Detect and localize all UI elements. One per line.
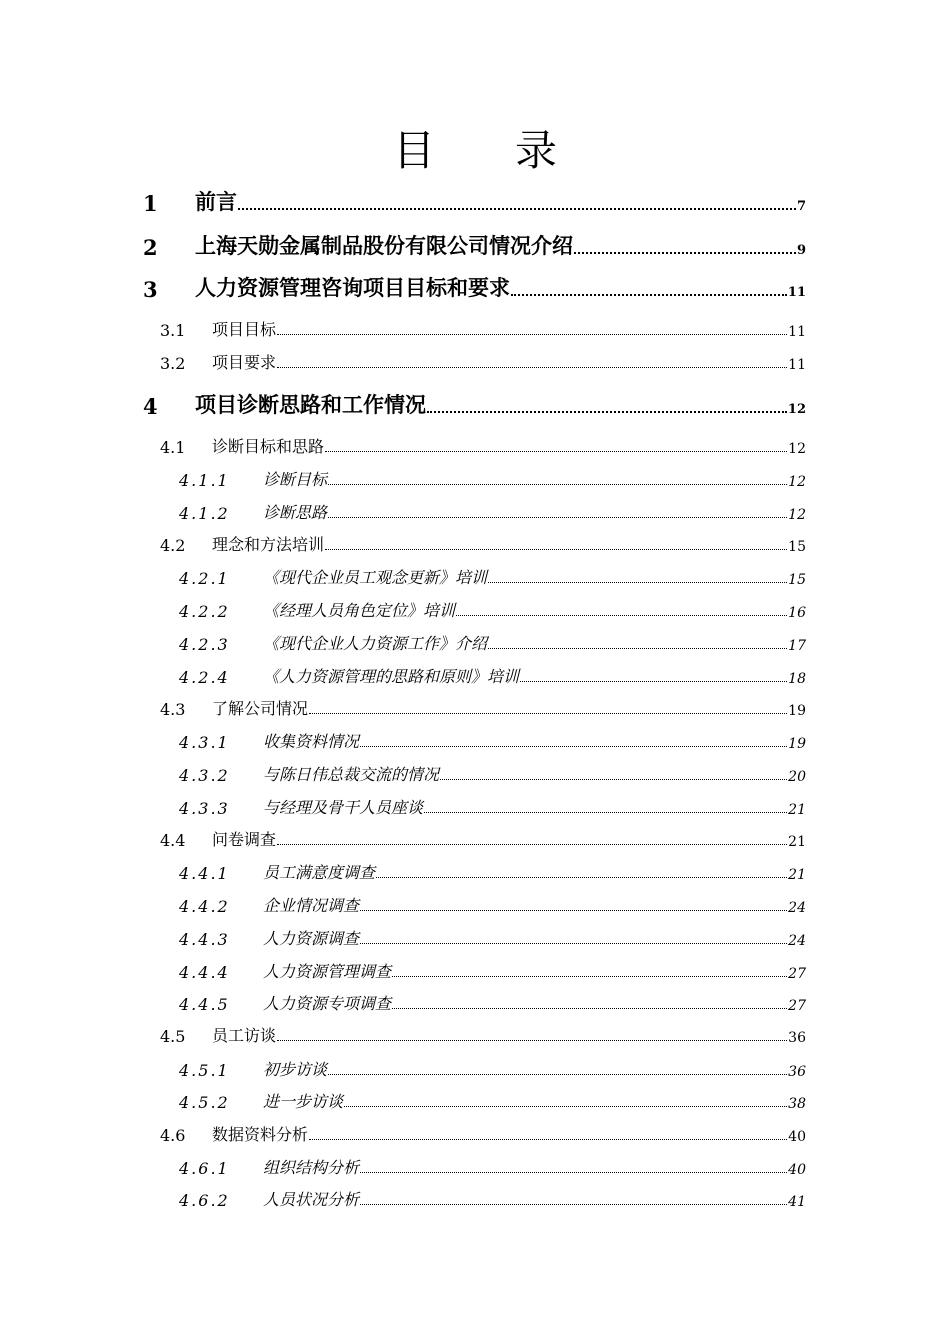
toc-number: 1 (143, 191, 158, 216)
toc-entry[interactable] (179, 926, 806, 949)
toc-page: 18 (788, 671, 806, 687)
toc-leader (520, 680, 787, 682)
toc-leader (360, 1203, 787, 1205)
toc-entry[interactable] (160, 827, 806, 850)
toc-label: 项目诊断思路和工作情况 (195, 392, 426, 417)
toc-page: 27 (788, 966, 806, 982)
toc-label: 收集资料情况 (263, 732, 360, 751)
toc-label: 《现代企业员工观念更新》培训 (263, 568, 488, 587)
toc-number: 3.2 (160, 354, 186, 373)
toc-page: 21 (788, 867, 806, 883)
toc-leader (277, 333, 787, 335)
toc-leader (392, 1007, 787, 1009)
toc-leader (574, 251, 796, 254)
toc-entry[interactable] (143, 230, 806, 260)
toc-page: 12 (788, 507, 806, 523)
toc-entry[interactable] (143, 186, 806, 216)
toc-label: 与陈日伟总裁交流的情况 (263, 765, 440, 784)
toc-number: 4.3.1 (179, 733, 230, 752)
toc-entry[interactable] (143, 272, 806, 302)
toc-leader (424, 811, 787, 813)
toc-label: 诊断思路 (263, 503, 328, 522)
toc-leader (376, 876, 787, 878)
toc-entry[interactable] (143, 389, 806, 419)
toc-entry[interactable] (179, 795, 806, 818)
title-char-2: 录 (515, 126, 558, 175)
toc-leader (328, 516, 787, 518)
toc-entry[interactable] (160, 434, 806, 457)
toc-leader (360, 909, 787, 911)
toc-page: 24 (788, 933, 806, 949)
toc-number: 4.2 (160, 536, 186, 555)
toc-number: 4.3.2 (179, 766, 230, 785)
toc-entry[interactable] (179, 500, 806, 523)
toc-number: 4.6.1 (179, 1159, 230, 1178)
toc-page: 11 (788, 324, 806, 340)
toc-leader (360, 745, 787, 747)
toc-page: 9 (796, 243, 806, 258)
toc-label: 数据资料分析 (212, 1125, 309, 1144)
toc-entry[interactable] (160, 1122, 806, 1145)
toc-leader (360, 1171, 787, 1173)
toc-page: 27 (788, 998, 806, 1014)
toc-number: 4.1.1 (179, 471, 230, 490)
toc-number: 4.6 (160, 1126, 186, 1145)
toc-number: 4.4.3 (179, 930, 230, 949)
toc-leader (360, 942, 787, 944)
toc-label: 理念和方法培训 (212, 535, 325, 554)
toc-entry[interactable] (179, 959, 806, 982)
toc-number: 4.5.2 (179, 1093, 230, 1112)
toc-leader (488, 581, 787, 583)
toc-page: 19 (788, 736, 806, 752)
toc-entry[interactable] (179, 729, 806, 752)
toc-label: 诊断目标 (263, 470, 328, 489)
toc-number: 2 (143, 235, 158, 260)
toc-number: 4.2.2 (179, 602, 230, 621)
toc-label: 进一步访谈 (263, 1092, 344, 1111)
toc-page: 15 (788, 539, 806, 555)
toc-number: 4 (143, 394, 158, 419)
toc-number: 4.2.3 (179, 635, 230, 654)
toc-number: 4.4.5 (179, 995, 230, 1014)
toc-label: 《经理人员角色定位》培训 (263, 601, 456, 620)
toc-page: 20 (788, 769, 806, 785)
toc-label: 初步访谈 (263, 1060, 328, 1079)
page-title (0, 118, 950, 178)
toc-entry[interactable] (160, 532, 806, 555)
toc-entry[interactable] (179, 1155, 806, 1178)
toc-label: 企业情况调查 (263, 896, 360, 915)
toc-number: 4.3 (160, 700, 186, 719)
toc-number: 4.1 (160, 438, 186, 457)
toc-leader (456, 614, 787, 616)
toc-page: 40 (788, 1129, 806, 1145)
toc-leader (277, 1039, 787, 1041)
toc-leader (488, 647, 787, 649)
toc-label: 上海天勋金属制品股份有限公司情况介绍 (195, 233, 573, 258)
toc-entry[interactable] (179, 1089, 806, 1112)
toc-entry[interactable] (160, 696, 806, 719)
toc-label: 人员状况分析 (263, 1190, 360, 1209)
toc-number: 4.4 (160, 831, 186, 850)
toc-number: 4.5 (160, 1027, 186, 1046)
toc-entry[interactable] (179, 893, 806, 916)
title-char-1: 目 (392, 126, 435, 175)
toc-page: 15 (788, 572, 806, 588)
toc-page: 19 (788, 703, 806, 719)
toc-label: 项目要求 (212, 353, 277, 372)
toc-label: 员工满意度调查 (263, 863, 376, 882)
toc-page: 12 (788, 441, 806, 457)
toc-leader (238, 207, 796, 210)
toc-label: 组织结构分析 (263, 1158, 360, 1177)
toc-entry[interactable] (179, 467, 806, 490)
toc-leader (309, 712, 787, 714)
toc-entry[interactable] (160, 1023, 806, 1046)
toc-leader (328, 1073, 787, 1075)
toc-number: 4.6.2 (179, 1191, 230, 1210)
toc-leader (440, 778, 787, 780)
toc-leader (344, 1105, 787, 1107)
toc-number: 4.2.1 (179, 569, 230, 588)
toc-label: 员工访谈 (212, 1026, 277, 1045)
toc-page: 11 (787, 285, 806, 300)
toc-entry[interactable] (179, 565, 806, 588)
toc-leader (511, 293, 787, 296)
toc-leader (277, 843, 787, 845)
toc-number: 4.1.2 (179, 504, 230, 523)
toc-entry[interactable] (179, 860, 806, 883)
toc-leader (325, 548, 787, 550)
toc-label: 诊断目标和思路 (212, 437, 325, 456)
toc-entry[interactable] (179, 598, 806, 621)
toc-label: 人力资源专项调查 (263, 994, 392, 1013)
toc-label: 项目目标 (212, 320, 277, 339)
toc-page: 41 (788, 1194, 806, 1210)
toc-number: 3.1 (160, 321, 186, 340)
toc-label: 《现代企业人力资源工作》介绍 (263, 634, 488, 653)
toc-entry[interactable] (160, 317, 806, 340)
toc-number: 3 (143, 277, 158, 302)
toc-page: 17 (788, 638, 806, 654)
toc-entry[interactable] (179, 991, 806, 1014)
toc-page: 12 (788, 474, 806, 490)
toc-number: 4.4.4 (179, 963, 230, 982)
toc-number: 4.5.1 (179, 1061, 230, 1080)
toc-leader (309, 1138, 787, 1140)
toc-leader (328, 483, 787, 485)
toc-entry[interactable] (179, 1057, 806, 1080)
toc-page: 7 (796, 199, 806, 214)
toc-label: 人力资源管理调查 (263, 962, 392, 981)
toc-page: 36 (788, 1064, 806, 1080)
toc-label: 人力资源管理咨询项目目标和要求 (195, 275, 510, 300)
toc-entry[interactable] (160, 350, 806, 373)
toc-entry[interactable] (179, 631, 806, 654)
toc-entry[interactable] (179, 664, 806, 687)
toc-leader (392, 975, 787, 977)
toc-leader (277, 366, 787, 368)
toc-label: 人力资源调查 (263, 929, 360, 948)
toc-page: 24 (788, 900, 806, 916)
toc-label: 与经理及骨干人员座谈 (263, 798, 424, 817)
toc-page: 21 (788, 802, 806, 818)
toc-page: 40 (788, 1162, 806, 1178)
toc-entry[interactable] (179, 762, 806, 785)
toc-page: 21 (788, 834, 806, 850)
toc-page: 36 (788, 1030, 806, 1046)
toc-page: 12 (787, 402, 806, 417)
toc-page: 16 (788, 605, 806, 621)
toc-label: 《人力资源管理的思路和原则》培训 (263, 667, 520, 686)
toc-leader (427, 410, 787, 413)
toc-label: 问卷调查 (212, 830, 277, 849)
toc-number: 4.2.4 (179, 668, 230, 687)
toc-page: 38 (788, 1096, 806, 1112)
toc-entry[interactable] (179, 1187, 806, 1210)
toc-leader (325, 450, 787, 452)
toc-number: 4.4.2 (179, 897, 230, 916)
toc-number: 4.3.3 (179, 799, 230, 818)
toc-page: 11 (788, 357, 806, 373)
toc-label: 前言 (195, 189, 237, 214)
toc-number: 4.4.1 (179, 864, 230, 883)
toc-label: 了解公司情况 (212, 699, 309, 718)
